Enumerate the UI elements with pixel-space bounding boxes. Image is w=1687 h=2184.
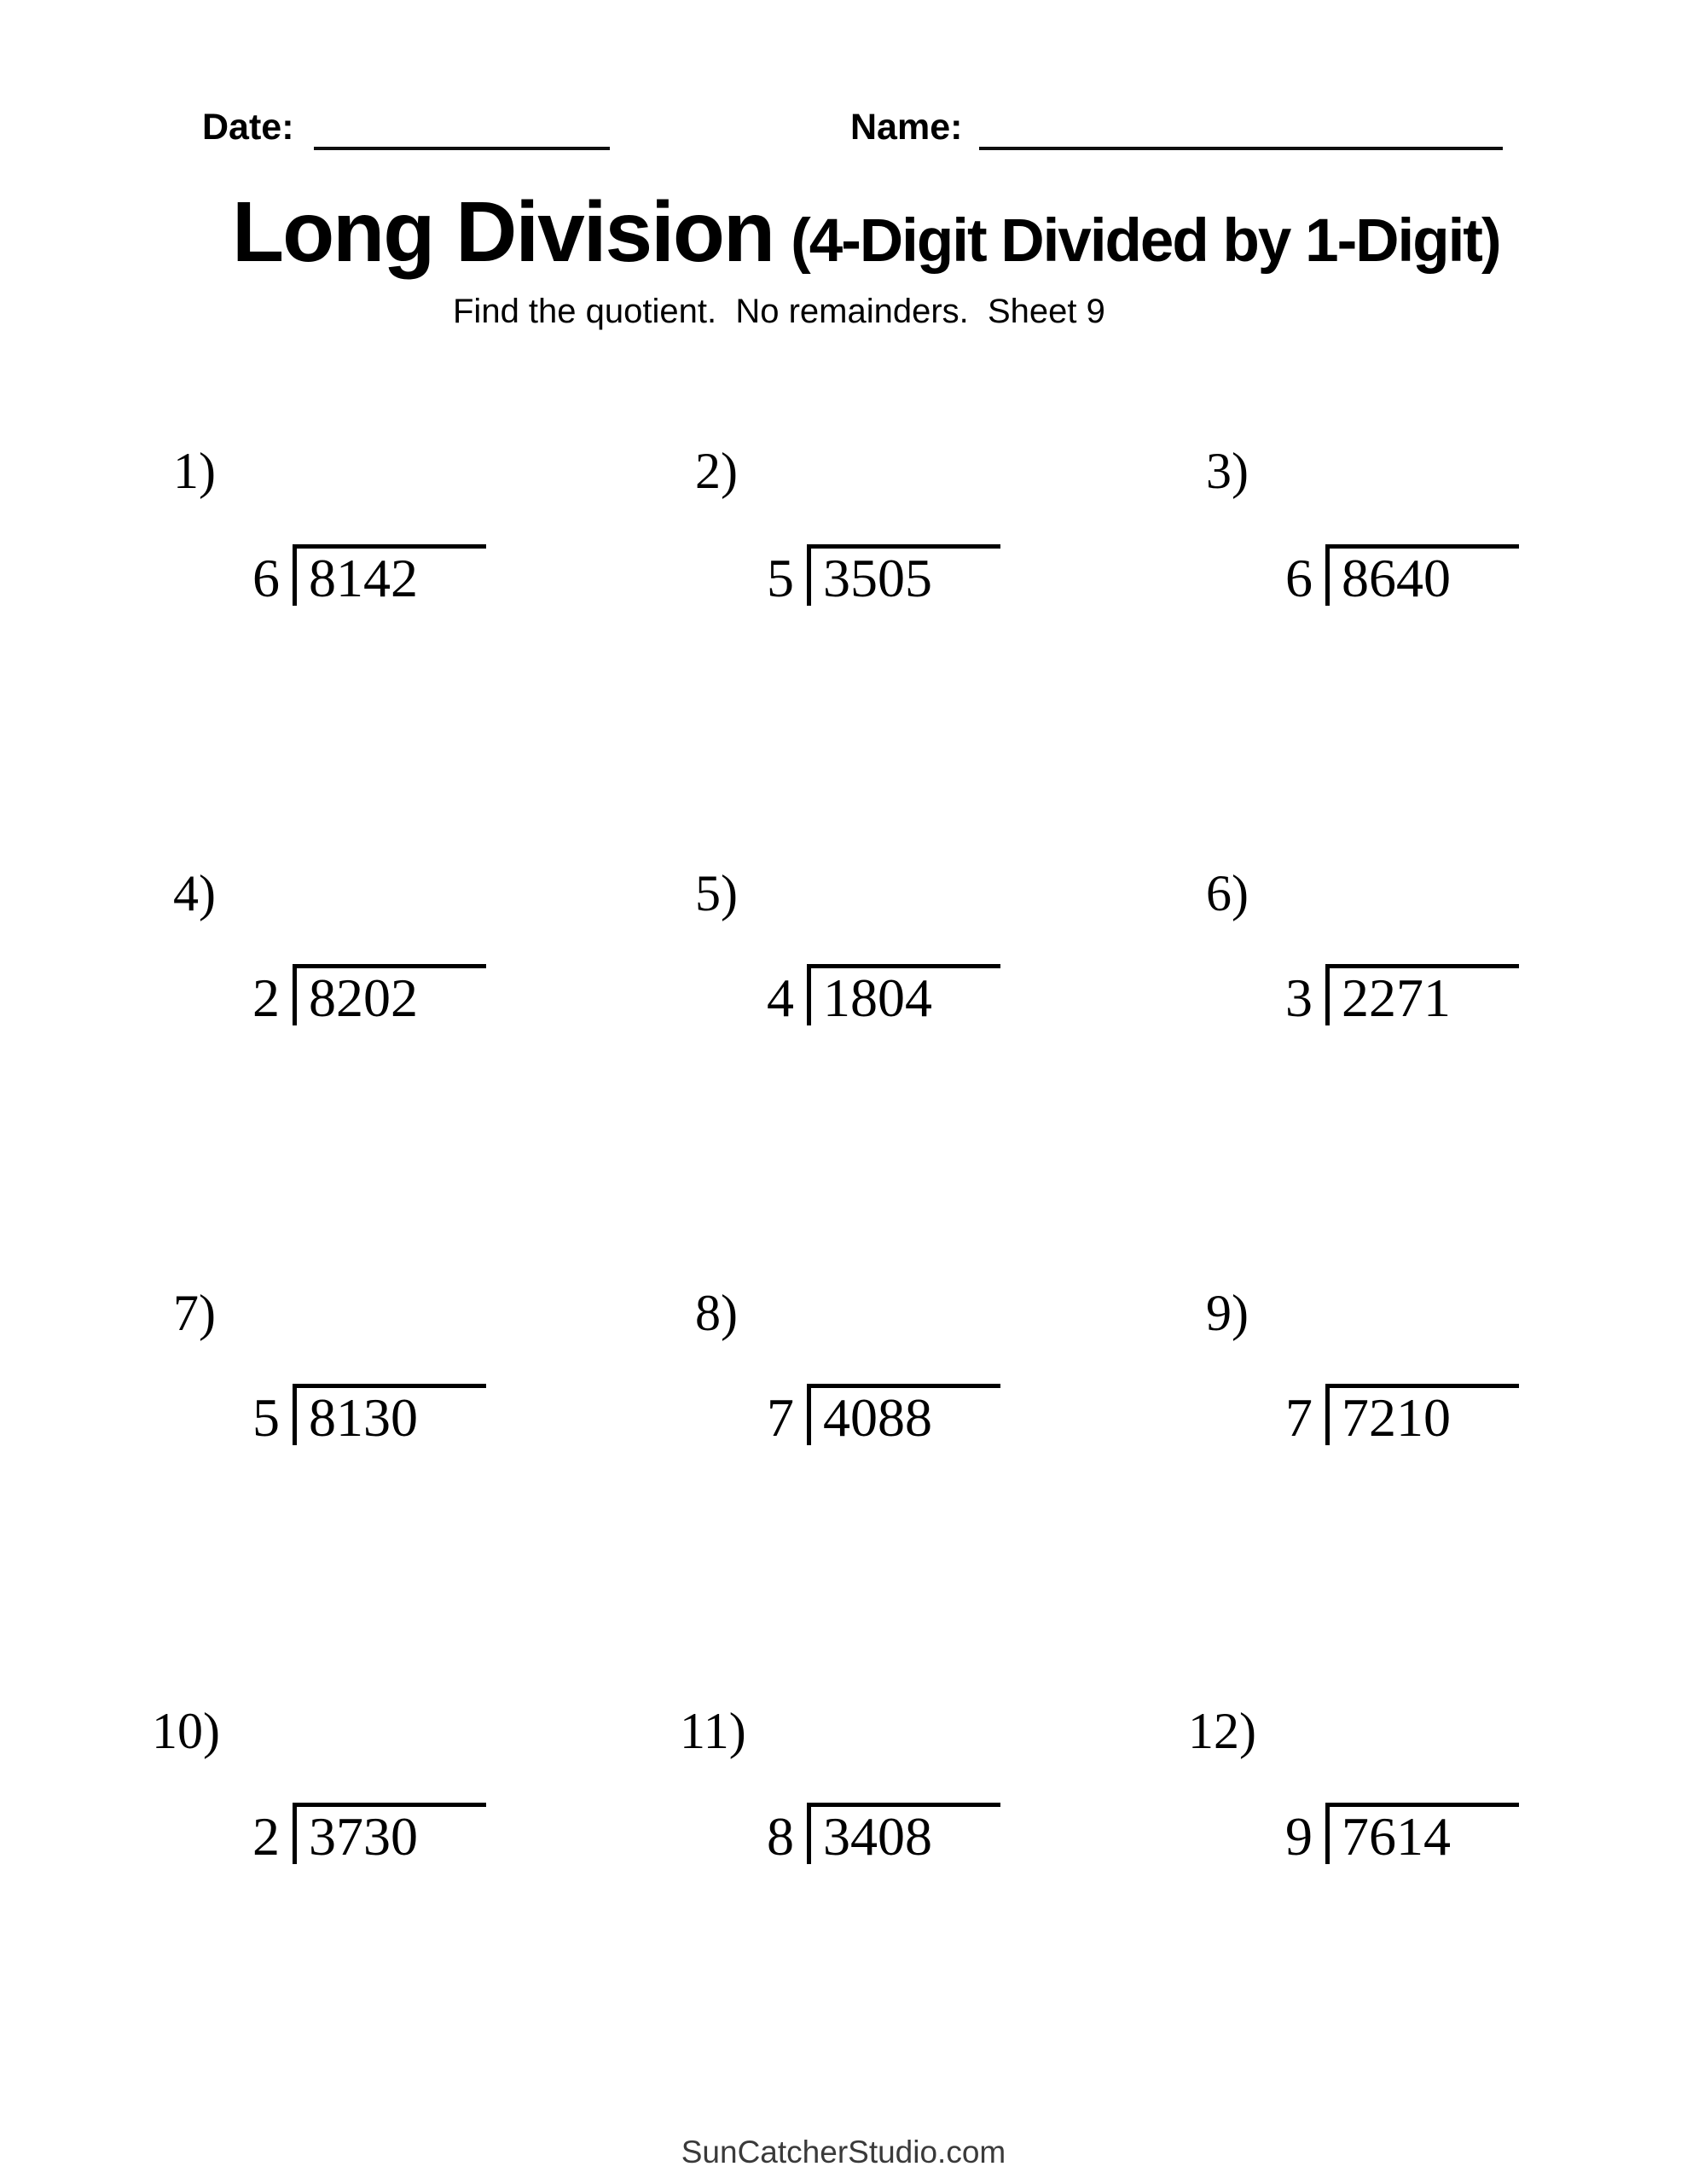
instructions-text: Find the quotient. No remainders. Sheet 9 [453,293,1105,330]
page-title [232,184,1500,280]
problem-number: 8) [695,1285,738,1341]
dividend: 8202 [293,964,486,1025]
division-expression [1285,544,1519,606]
divisor: 2 [252,1806,280,1867]
page-title-main: Long Division [232,184,774,280]
dividend: 3408 [807,1803,1000,1864]
problem-number: 6) [1206,865,1249,921]
division-expression [252,544,486,606]
problem-number: 9) [1206,1285,1249,1341]
division-expression [767,544,1000,606]
problem-number: 10) [152,1703,220,1759]
dividend: 8142 [293,544,486,606]
division-expression [252,964,486,1028]
divisor: 4 [767,967,794,1028]
divisor: 6 [252,548,280,608]
footer-site-credit: SunCatcherStudio.com [681,2135,1006,2169]
dividend: 1804 [807,964,1000,1025]
divisor: 8 [767,1806,794,1867]
division-expression [767,964,1000,1028]
division-expression [767,1384,1000,1448]
division-expression [1285,1803,1519,1867]
divisor: 7 [1285,1387,1313,1448]
problem-number: 1) [173,443,216,499]
division-expression [1285,1384,1519,1448]
problem-number: 7) [173,1285,216,1341]
dividend: 8640 [1325,544,1519,606]
division-expression [1285,964,1519,1028]
divisor: 5 [767,548,794,608]
problem-number: 3) [1206,443,1249,499]
dividend: 7210 [1325,1384,1519,1445]
problem-number: 12) [1188,1703,1256,1759]
dividend: 3505 [807,544,1000,606]
name-label: Name: [850,107,963,148]
name-blank-line [979,147,1503,150]
dividend: 4088 [807,1384,1000,1445]
problem-number: 5) [695,865,738,921]
problem-number: 4) [173,865,216,921]
division-expression [252,1384,486,1448]
divisor: 7 [767,1387,794,1448]
divisor: 9 [1285,1806,1313,1867]
dividend: 8130 [293,1384,486,1445]
dividend: 7614 [1325,1803,1519,1864]
division-expression [252,1803,486,1867]
date-label: Date: [202,107,294,148]
dividend: 3730 [293,1803,486,1864]
divisor: 6 [1285,548,1313,608]
division-expression [767,1803,1000,1867]
problem-number: 2) [695,443,738,499]
divisor: 3 [1285,967,1313,1028]
page-title-suffix: (4-Digit Divided by 1-Digit) [791,207,1500,275]
problem-number: 11) [680,1703,746,1759]
date-blank-line [314,147,610,150]
dividend: 2271 [1325,964,1519,1025]
divisor: 5 [252,1387,280,1448]
divisor: 2 [252,967,280,1028]
